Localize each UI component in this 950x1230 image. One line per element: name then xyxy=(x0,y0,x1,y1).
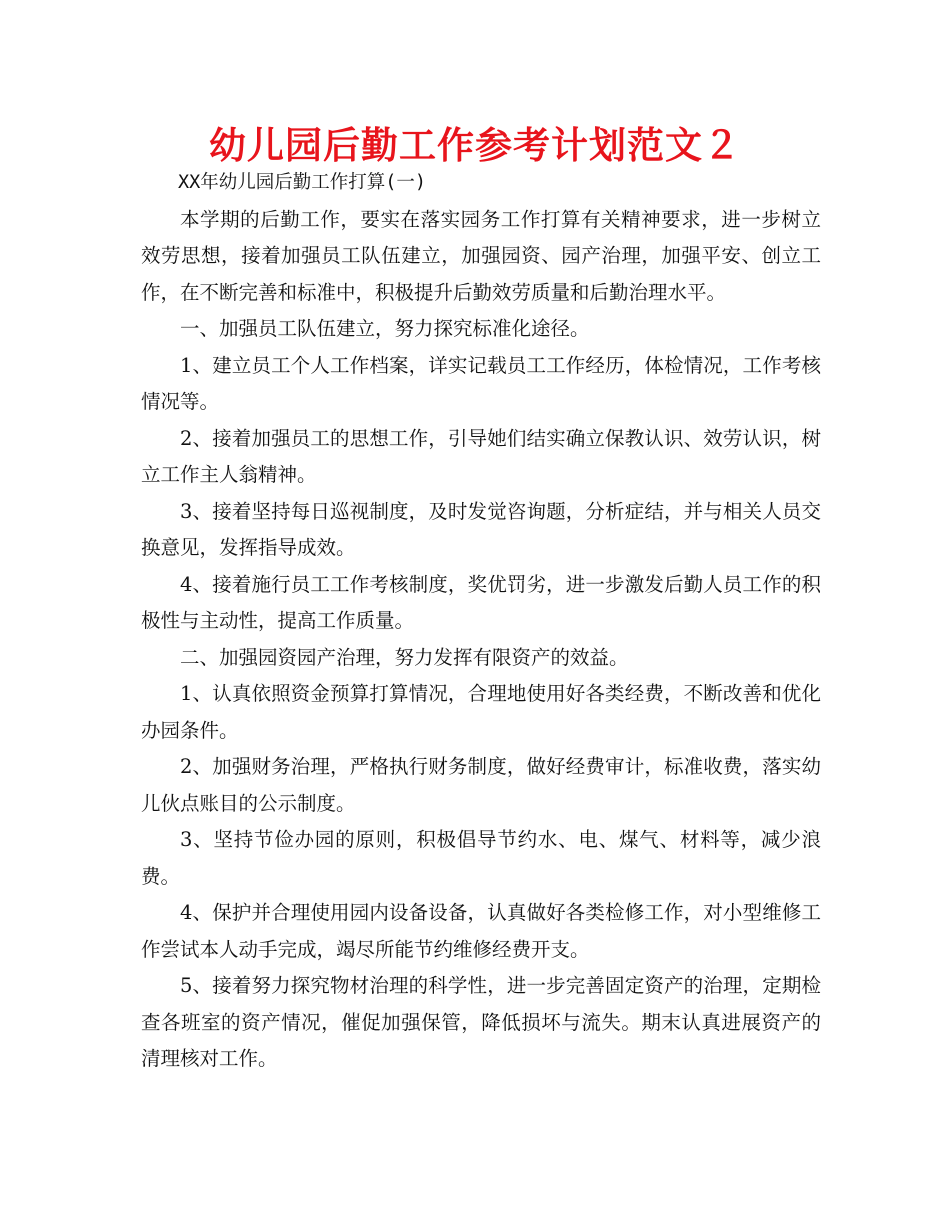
list-item: 1、建立员工个人工作档案，详实记载员工工作经历，体检情况，工作考核情况等。 xyxy=(141,353,821,413)
section-heading-assets: 二、加强园资园产治理，努力发挥有限资产的效益。 xyxy=(180,645,629,669)
list-item: 3、接着坚持每日巡视制度，及时发觉咨询题，分析症结，并与相关人员交换意见，发挥指导成效。 xyxy=(141,499,821,559)
document-title: 幼儿园后勤工作参考计划范文２ xyxy=(209,124,741,167)
intro-paragraph: 本学期的后勤工作，要实在落实园务工作打算有关精神要求，进一步树立效劳思想，接着加强员工队伍建立，加强园资、园产治理，加强平安、创立工作，在不断完善和标准中，积极提升后勤效劳质量和后勤治理水平。 xyxy=(141,207,821,304)
list-item: 5、接着努力探究物材治理的科学性，进一步完善固定资产的治理，定期检查各班室的资产情况，催促加强保管，降低损坏与流失。期末认真进展资产的清理核对工作。 xyxy=(141,974,821,1070)
list-item: 1、认真依照资金预算打算情况，合理地使用好各类经费，不断改善和优化办园条件。 xyxy=(141,682,821,742)
list-item: 2、接着加强员工的思想工作，引导她们结实确立保教认识、效劳认识，树立工作主人翁精神。 xyxy=(141,426,821,486)
section-heading-staff: 一、加强员工队伍建立，努力探究标准化途径。 xyxy=(180,317,590,340)
list-item: 3、坚持节俭办园的原则，积极倡导节约水、电、煤气、材料等，减少浪费。 xyxy=(141,828,821,888)
list-item: 4、接着施行员工工作考核制度，奖优罚劣，进一步激发后勤人员工作的积极性与主动性，提高工作质量。 xyxy=(141,572,821,632)
document-subtitle: XX年幼儿园后勤工作打算(一) xyxy=(178,172,427,193)
list-item: 4、保护并合理使用园内设备设备，认真做好各类检修工作，对小型维修工作尝试本人动手完成，竭尽所能节约维修经费开支。 xyxy=(141,901,821,961)
list-item: 2、加强财务治理，严格执行财务制度，做好经费审计，标准收费，落实幼儿伙点账目的公示制度。 xyxy=(141,755,821,815)
document-body xyxy=(141,165,821,1078)
